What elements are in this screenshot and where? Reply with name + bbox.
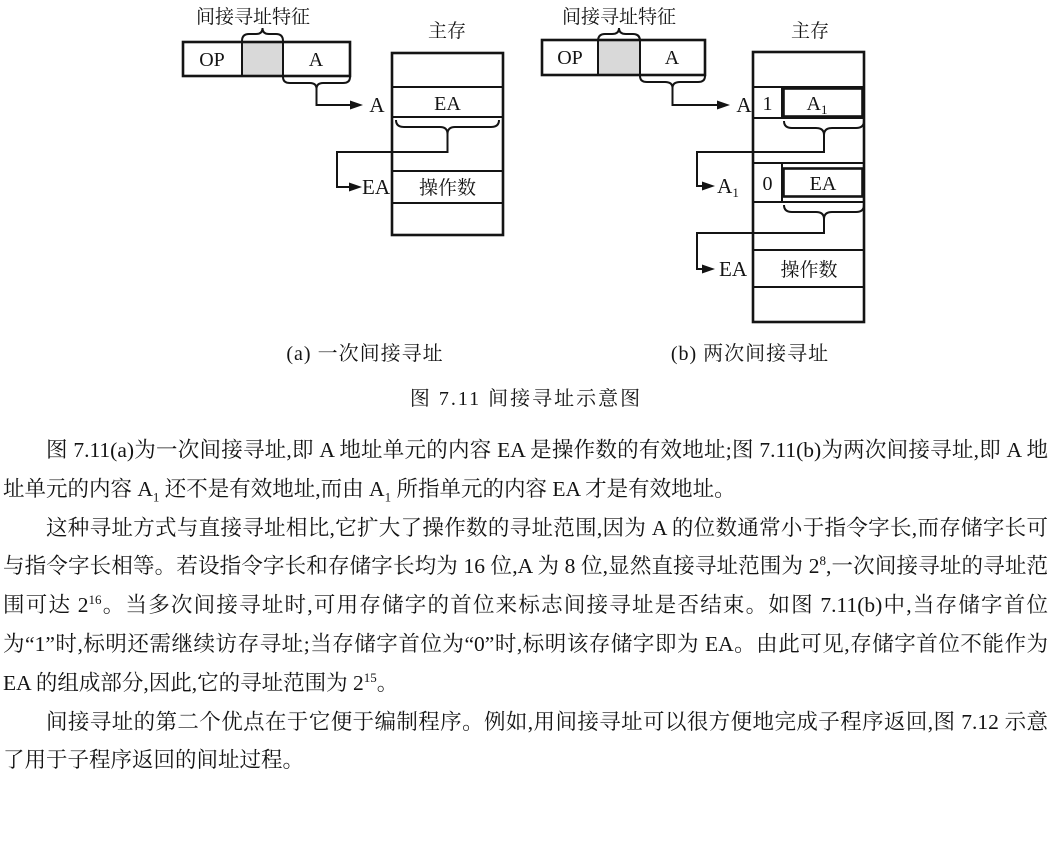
cell-a1-base: A [806, 93, 821, 115]
arrowhead-a1-icon [702, 182, 715, 191]
body-text [3, 431, 1048, 780]
pointer-a1-sub: 1 [732, 185, 739, 200]
figure-7-11 [0, 0, 1052, 332]
memory-cell-ea-b: EA [809, 173, 837, 195]
paragraph: 这种寻址方式与直接寻址相比,它扩大了操作数的寻址范围,因为 A 的位数通常小于指令字长,而存储字长可与指令字长相等。若设指令字长和存储字长均为 16 位,A 为 8 位,显然直接寻址范围为 $2^8$,一次间接寻址的寻址范围可达 $2^{16}$。当多次间接寻址时,可用存储字的首位来标志间接寻址是否结束。如图 7.11(b)中,当存储字首位为“1”时,标明还需继续访存寻址;当存储字首位为“0”时,标明该存储字即为 EA。由此可见,存储字首位不能作为 EA 的组成部分,因此,它的寻址范围为 $2^{15}$。 [3, 515, 1048, 695]
subcaption-b: (b) 两次间接寻址 [670, 343, 830, 365]
op-field-b: OP [557, 47, 583, 69]
under-brace-addr-a [283, 77, 350, 89]
memory-label-a: 主存 [427, 21, 467, 42]
paragraph: 图 7.11(a)为一次间接寻址,即 A 地址单元的内容 EA 是操作数的有效地址;图 7.11(b)为两次间接寻址,即 A 地址单元的内容 $A_1$ 还不是有效地址,而由 $A_1$ 所指单元的内容 EA 才是有效地址。 [3, 438, 1048, 505]
addr-field-a: A [308, 49, 324, 71]
memory-cell-ea-a: EA [434, 93, 461, 115]
pointer-label-a1 [717, 174, 739, 200]
memory-cell-operand-b: 操作数 [780, 260, 838, 281]
pointer-line-a [317, 89, 351, 105]
flag-zero: 0 [762, 173, 773, 195]
feature-label-b: 间接寻址特征 [561, 7, 677, 28]
op-field-a: OP [199, 49, 225, 71]
mode-field-shaded-a [242, 42, 283, 76]
paragraph: 间接寻址的第二个优点在于它便于编制程序。例如,用间接寻址可以很方便地完成子程序返回,图 7.12 示意了用于子程序返回的间址过程。 [3, 709, 1048, 773]
arrowhead-ea-b-icon [702, 265, 715, 274]
pointer-label-a: A [369, 93, 385, 117]
memory-cell-operand-a: 操作数 [418, 178, 477, 199]
diagram-a [183, 6, 503, 235]
diagram-b [542, 6, 864, 322]
feature-label-a: 间接寻址特征 [195, 7, 311, 28]
over-brace-a [242, 28, 283, 41]
arrowhead-a-icon [350, 101, 363, 110]
pointer-line-b [673, 88, 718, 105]
pointer-a1-base: A [717, 174, 733, 198]
arrowhead-ea-a-icon [349, 183, 362, 192]
pointer-label-b: A [736, 93, 752, 117]
memory-label-b: 主存 [790, 21, 830, 42]
addr-field-b: A [664, 47, 680, 69]
arrowhead-b-icon [717, 101, 730, 110]
cell-a1-sub: 1 [820, 102, 828, 117]
mode-field-shaded-b [598, 40, 640, 75]
pointer-label-ea-b: EA [719, 257, 747, 281]
pointer-label-ea-a: EA [362, 175, 390, 199]
figure-caption: 图 7.11 间接寻址示意图 [409, 388, 643, 410]
under-brace-addr-b [640, 76, 705, 88]
subcaption-a: (a) 一次间接寻址 [286, 343, 444, 365]
flag-one: 1 [762, 93, 773, 115]
